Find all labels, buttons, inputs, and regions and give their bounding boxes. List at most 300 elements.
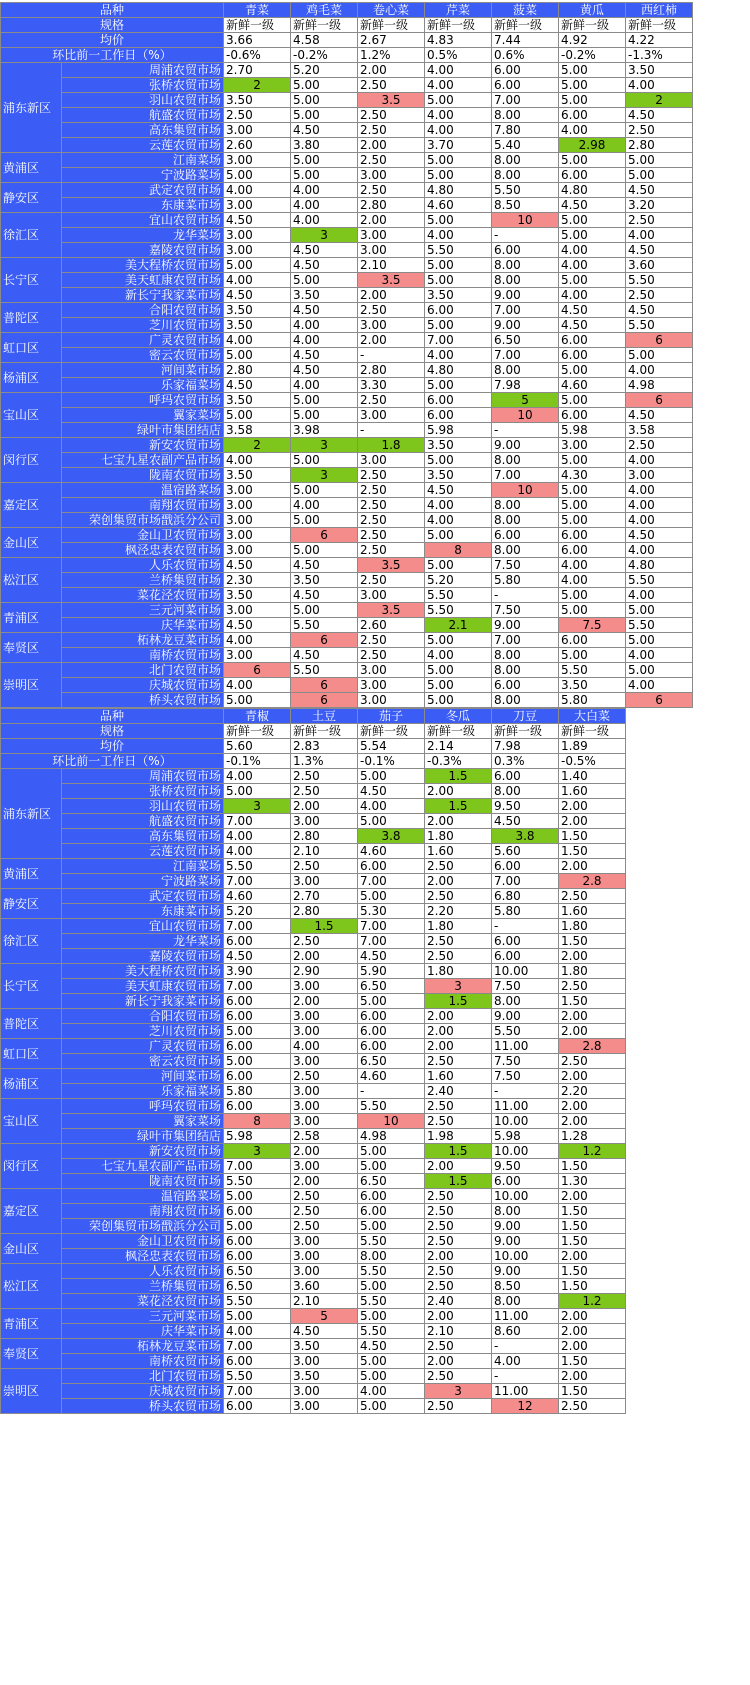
market-name: 庆华菜市场 xyxy=(62,1324,224,1339)
district-name: 杨浦区 xyxy=(1,363,62,393)
price-cell: 5.00 xyxy=(358,1279,425,1294)
district-name: 奉贤区 xyxy=(1,1339,62,1369)
district-name: 徐汇区 xyxy=(1,213,62,258)
market-row xyxy=(1,964,626,979)
district-name: 普陀区 xyxy=(1,1009,62,1039)
price-cell: 4.00 xyxy=(626,588,693,603)
price-cell: 2.50 xyxy=(358,153,425,168)
price-cell: 5.00 xyxy=(291,513,358,528)
price-cell: 5.00 xyxy=(425,633,492,648)
price-cell: 3.00 xyxy=(291,1264,358,1279)
price-cell: 9.00 xyxy=(492,1009,559,1024)
price-cell: 8.00 xyxy=(492,153,559,168)
price-cell: 4.50 xyxy=(626,243,693,258)
price-cell: 3.5 xyxy=(358,273,425,288)
price-cell: 4.00 xyxy=(492,1354,559,1369)
market-row xyxy=(1,138,693,153)
price-cell: 7.50 xyxy=(492,1054,559,1069)
price-cell: 5.00 xyxy=(626,348,693,363)
price-cell: 2.10 xyxy=(425,1324,492,1339)
price-cell: 5.50 xyxy=(425,588,492,603)
price-cell: 1.98 xyxy=(425,1129,492,1144)
price-cell: 5.00 xyxy=(358,769,425,784)
market-row xyxy=(1,1204,626,1219)
spec-row-label: 规格 xyxy=(1,18,224,33)
price-cell: 2.00 xyxy=(425,1249,492,1264)
price-cell: 6.00 xyxy=(559,108,626,123)
price-cell: 5.00 xyxy=(425,318,492,333)
price-cell: 5.50 xyxy=(224,859,291,874)
market-row xyxy=(1,1369,626,1384)
price-cell: 4.00 xyxy=(291,183,358,198)
price-cell: 3.50 xyxy=(425,288,492,303)
price-cell: 3 xyxy=(291,228,358,243)
price-cell: 4.50 xyxy=(291,558,358,573)
market-name: 乐家福菜场 xyxy=(62,1084,224,1099)
price-cell: 2.50 xyxy=(425,1189,492,1204)
price-cell: 2.30 xyxy=(224,573,291,588)
price-cell: 5.00 xyxy=(291,153,358,168)
price-cell: 3.50 xyxy=(559,678,626,693)
price-cell: 3.50 xyxy=(291,288,358,303)
price-cell: 2.00 xyxy=(559,1024,626,1039)
market-name: 龙华菜场 xyxy=(62,934,224,949)
average-price-row-cell: 5.60 xyxy=(224,739,291,754)
price-cell: 4.50 xyxy=(291,1324,358,1339)
price-cell: 4.50 xyxy=(626,303,693,318)
district-name: 宝山区 xyxy=(1,393,62,438)
market-name: 庆华菜市场 xyxy=(62,618,224,633)
price-cell: 2.00 xyxy=(358,138,425,153)
price-cell: 4.98 xyxy=(358,1129,425,1144)
price-cell: 5.00 xyxy=(291,453,358,468)
price-cell: 4.30 xyxy=(559,468,626,483)
district-name: 浦东新区 xyxy=(1,769,62,859)
change-row-cell: 0.5% xyxy=(425,48,492,63)
price-cell: 6.00 xyxy=(492,1174,559,1189)
price-cell: - xyxy=(492,1084,559,1099)
market-row xyxy=(1,1354,626,1369)
price-cell: 5.00 xyxy=(559,78,626,93)
price-cell: 5.98 xyxy=(559,423,626,438)
market-name: 枫泾忠表农贸市场 xyxy=(62,543,224,558)
price-cell: 3.00 xyxy=(291,1114,358,1129)
price-cell: 5.00 xyxy=(425,693,492,708)
change-row-cell: -0.6% xyxy=(224,48,291,63)
market-name: 庆城农贸市场 xyxy=(62,678,224,693)
price-cell: 2.50 xyxy=(358,393,425,408)
price-cell: 5.50 xyxy=(291,618,358,633)
price-cell: 3.8 xyxy=(358,829,425,844)
price-cell: 5.50 xyxy=(224,1294,291,1309)
market-row xyxy=(1,348,693,363)
market-name: 兰桥集贸市场 xyxy=(62,1279,224,1294)
price-cell: 4.00 xyxy=(425,108,492,123)
price-cell: 6.00 xyxy=(559,633,626,648)
price-cell: 1.50 xyxy=(559,1279,626,1294)
district-name: 嘉定区 xyxy=(1,483,62,528)
change-row-cell: -0.5% xyxy=(559,754,626,769)
change-row xyxy=(1,754,626,769)
price-cell: 2.50 xyxy=(291,769,358,784)
product-header-row-cell: 土豆 xyxy=(291,709,358,724)
price-cell: 3 xyxy=(224,799,291,814)
price-cell: 7.00 xyxy=(492,633,559,648)
price-cell: 3.00 xyxy=(358,453,425,468)
price-cell: 3.98 xyxy=(291,423,358,438)
price-cell: 7.00 xyxy=(425,333,492,348)
price-cell: 5 xyxy=(492,393,559,408)
price-cell: 2.50 xyxy=(291,1204,358,1219)
price-cell: 3.00 xyxy=(224,228,291,243)
district-name: 金山区 xyxy=(1,528,62,558)
market-row xyxy=(1,1069,626,1084)
price-cell: 5.50 xyxy=(626,318,693,333)
price-cell: 5.00 xyxy=(224,168,291,183)
price-cell: 6.00 xyxy=(492,678,559,693)
price-cell: 5.00 xyxy=(425,453,492,468)
market-name: 宁波路菜场 xyxy=(62,874,224,889)
price-cell: 3.00 xyxy=(291,979,358,994)
district-name: 青浦区 xyxy=(1,603,62,633)
market-row xyxy=(1,874,626,889)
price-cell: 5.20 xyxy=(291,63,358,78)
price-cell: 4.50 xyxy=(358,949,425,964)
price-cell: 2.50 xyxy=(358,573,425,588)
price-cell: 1.5 xyxy=(425,1144,492,1159)
price-cell: 8.00 xyxy=(492,1294,559,1309)
market-name: 新安农贸市场 xyxy=(62,1144,224,1159)
market-name: 翼家菜场 xyxy=(62,1114,224,1129)
price-cell: 3.00 xyxy=(626,468,693,483)
market-row xyxy=(1,303,693,318)
price-cell: 7.00 xyxy=(224,814,291,829)
market-name: 桥头农贸市场 xyxy=(62,1399,224,1414)
spec-row-cell: 新鲜一级 xyxy=(291,724,358,739)
district-name: 徐汇区 xyxy=(1,919,62,964)
price-cell: 5.50 xyxy=(425,603,492,618)
market-row xyxy=(1,979,626,994)
price-cell: 6.00 xyxy=(425,408,492,423)
price-cell: 4.80 xyxy=(425,363,492,378)
price-cell: 6.00 xyxy=(224,1204,291,1219)
product-header-row-cell: 西红柿 xyxy=(626,3,693,18)
market-row xyxy=(1,168,693,183)
price-cell: 8.00 xyxy=(492,663,559,678)
price-cell: 5.00 xyxy=(425,558,492,573)
spec-row xyxy=(1,724,626,739)
price-cell: 2.70 xyxy=(224,63,291,78)
price-cell: 5.00 xyxy=(358,1399,425,1414)
price-cell: 1.50 xyxy=(559,934,626,949)
price-cell: 2.00 xyxy=(358,213,425,228)
price-cell: 5.00 xyxy=(358,1309,425,1324)
price-cell: 1.50 xyxy=(559,994,626,1009)
product-header-row-cell: 芹菜 xyxy=(425,3,492,18)
price-cell: 6.00 xyxy=(224,1099,291,1114)
market-row xyxy=(1,1099,626,1114)
price-cell: 2.50 xyxy=(358,633,425,648)
market-name: 温宿路菜场 xyxy=(62,1189,224,1204)
market-name: 柘林龙豆菜市场 xyxy=(62,633,224,648)
price-cell: - xyxy=(492,228,559,243)
market-row xyxy=(1,543,693,558)
district-name: 静安区 xyxy=(1,183,62,213)
price-cell: 4.00 xyxy=(626,678,693,693)
district-name: 崇明区 xyxy=(1,1369,62,1414)
price-cell: 2.50 xyxy=(559,1399,626,1414)
price-cell: 1.50 xyxy=(559,1234,626,1249)
market-name: 航盛农贸市场 xyxy=(62,814,224,829)
price-cell: 7.00 xyxy=(224,979,291,994)
price-cell: 1.50 xyxy=(559,1219,626,1234)
market-name: 宁波路菜场 xyxy=(62,168,224,183)
product-header-row-label: 品种 xyxy=(1,709,224,724)
price-cell: 3.58 xyxy=(224,423,291,438)
price-cell: 3.00 xyxy=(291,1084,358,1099)
price-cell: 5.98 xyxy=(492,1129,559,1144)
market-row xyxy=(1,1009,626,1024)
spec-row-cell: 新鲜一级 xyxy=(425,18,492,33)
price-cell: 5.00 xyxy=(559,513,626,528)
market-name: 南翔农贸市场 xyxy=(62,498,224,513)
price-cell: 3.00 xyxy=(224,513,291,528)
price-cell: 3 xyxy=(291,468,358,483)
price-cell: 4.50 xyxy=(559,318,626,333)
market-row xyxy=(1,1399,626,1414)
market-row xyxy=(1,603,693,618)
price-cell: 2.50 xyxy=(358,513,425,528)
market-name: 河间菜市场 xyxy=(62,363,224,378)
price-cell: 5.00 xyxy=(291,108,358,123)
market-name: 武定农贸市场 xyxy=(62,889,224,904)
price-cell: 1.50 xyxy=(559,1354,626,1369)
price-cell: 10.00 xyxy=(492,1114,559,1129)
price-cell: 3.90 xyxy=(224,964,291,979)
price-cell: 2.80 xyxy=(224,363,291,378)
spec-row-cell: 新鲜一级 xyxy=(425,724,492,739)
price-cell: 6.50 xyxy=(358,1174,425,1189)
price-cell: 5.50 xyxy=(492,183,559,198)
price-cell: 2.50 xyxy=(291,1219,358,1234)
price-cell: 2.50 xyxy=(358,123,425,138)
market-row xyxy=(1,213,693,228)
price-cell: 5.00 xyxy=(224,1189,291,1204)
price-cell: 6.50 xyxy=(224,1279,291,1294)
change-row-cell: -0.1% xyxy=(358,754,425,769)
price-cell: 5.00 xyxy=(425,93,492,108)
price-cell: 2.00 xyxy=(559,859,626,874)
market-row xyxy=(1,678,693,693)
price-cell: 4.00 xyxy=(358,799,425,814)
price-cell: 3.00 xyxy=(291,1384,358,1399)
price-cell: 2.00 xyxy=(559,1249,626,1264)
price-cell: 5.00 xyxy=(626,663,693,678)
price-cell: 2.50 xyxy=(425,889,492,904)
price-cell: 6.00 xyxy=(492,243,559,258)
market-row xyxy=(1,934,626,949)
price-cell: 3.50 xyxy=(224,588,291,603)
price-cell: 4.50 xyxy=(559,303,626,318)
price-cell: 5.00 xyxy=(224,1219,291,1234)
price-cell: 6.00 xyxy=(492,934,559,949)
price-cell: 3.00 xyxy=(291,874,358,889)
market-name: 芝川农贸市场 xyxy=(62,318,224,333)
price-cell: 5.00 xyxy=(224,1309,291,1324)
price-cell: - xyxy=(358,423,425,438)
price-cell: 6.00 xyxy=(358,1039,425,1054)
price-cell: 4.00 xyxy=(224,769,291,784)
price-cell: 3.00 xyxy=(291,1054,358,1069)
price-cell: 11.00 xyxy=(492,1039,559,1054)
market-row xyxy=(1,363,693,378)
market-row xyxy=(1,318,693,333)
price-cell: 4.00 xyxy=(291,198,358,213)
price-cell: 2.00 xyxy=(291,994,358,1009)
market-name: 柘林龙豆菜市场 xyxy=(62,1339,224,1354)
price-cell: 2.00 xyxy=(291,1174,358,1189)
price-cell: 2.10 xyxy=(291,844,358,859)
price-cell: 4.50 xyxy=(291,348,358,363)
price-cell: 2.50 xyxy=(425,1054,492,1069)
price-cell: 3.00 xyxy=(224,528,291,543)
price-cell: 5.00 xyxy=(224,1024,291,1039)
market-row xyxy=(1,573,693,588)
price-cell: 2 xyxy=(224,438,291,453)
district-name: 松江区 xyxy=(1,1264,62,1309)
price-cell: 2 xyxy=(626,93,693,108)
price-cell: 4.00 xyxy=(291,1039,358,1054)
market-name: 陇南农贸市场 xyxy=(62,1174,224,1189)
market-row xyxy=(1,528,693,543)
price-cell: 7.5 xyxy=(559,618,626,633)
price-cell: 3.00 xyxy=(224,498,291,513)
price-cell: 9.00 xyxy=(492,1264,559,1279)
price-cell: 2.40 xyxy=(425,1294,492,1309)
market-name: 河间菜市场 xyxy=(62,1069,224,1084)
price-cell: 5.00 xyxy=(358,1159,425,1174)
price-cell: 3.00 xyxy=(358,663,425,678)
price-cell: 5.80 xyxy=(492,904,559,919)
price-cell: 8.00 xyxy=(358,1249,425,1264)
price-cell: 2.50 xyxy=(291,859,358,874)
price-cell: 4.00 xyxy=(425,498,492,513)
price-cell: 2.00 xyxy=(425,1024,492,1039)
average-price-row-cell: 4.58 xyxy=(291,33,358,48)
price-cell: 3.80 xyxy=(291,138,358,153)
market-row xyxy=(1,1174,626,1189)
market-row xyxy=(1,1279,626,1294)
price-cell: 6.00 xyxy=(492,859,559,874)
price-cell: 8.00 xyxy=(492,693,559,708)
spec-row-cell: 新鲜一级 xyxy=(492,724,559,739)
market-row xyxy=(1,1309,626,1324)
price-cell: 6 xyxy=(291,693,358,708)
market-row xyxy=(1,648,693,663)
price-cell: 5.80 xyxy=(492,573,559,588)
spec-row-cell: 新鲜一级 xyxy=(358,724,425,739)
market-name: 广灵农贸市场 xyxy=(62,1039,224,1054)
price-cell: - xyxy=(492,588,559,603)
price-cell: 4.00 xyxy=(291,498,358,513)
price-cell: 2.58 xyxy=(291,1129,358,1144)
price-cell: 5.50 xyxy=(358,1264,425,1279)
price-cell: 8.00 xyxy=(492,363,559,378)
price-cell: 2.00 xyxy=(425,1039,492,1054)
spec-row-cell: 新鲜一级 xyxy=(492,18,559,33)
price-cell: 5.00 xyxy=(425,213,492,228)
price-cell: 2.00 xyxy=(425,1354,492,1369)
district-name: 闵行区 xyxy=(1,1144,62,1189)
average-price-row-cell: 2.67 xyxy=(358,33,425,48)
product-header-row xyxy=(1,709,626,724)
price-cell: 6 xyxy=(291,678,358,693)
product-header-row-cell: 大白菜 xyxy=(559,709,626,724)
district-name: 虹口区 xyxy=(1,1039,62,1069)
average-price-row xyxy=(1,33,693,48)
price-cell: 3.00 xyxy=(291,1354,358,1369)
market-row xyxy=(1,784,626,799)
price-cell: 4.50 xyxy=(291,363,358,378)
product-header-row-cell: 黄瓜 xyxy=(559,3,626,18)
price-cell: 6.50 xyxy=(224,1264,291,1279)
market-name: 美天虹康农贸市场 xyxy=(62,979,224,994)
price-cell: 4.50 xyxy=(358,784,425,799)
price-cell: 3.00 xyxy=(224,603,291,618)
product-header-row-cell: 卷心菜 xyxy=(358,3,425,18)
spec-row-cell: 新鲜一级 xyxy=(358,18,425,33)
market-name: 人乐农贸市场 xyxy=(62,558,224,573)
spec-row-cell: 新鲜一级 xyxy=(626,18,693,33)
average-price-row-cell: 3.66 xyxy=(224,33,291,48)
average-price-row-cell: 7.44 xyxy=(492,33,559,48)
price-cell: 8.50 xyxy=(492,198,559,213)
market-name: 嘉陵农贸市场 xyxy=(62,949,224,964)
price-cell: 4.50 xyxy=(492,814,559,829)
price-cell: 5.20 xyxy=(425,573,492,588)
market-row xyxy=(1,1384,626,1399)
price-cell: 2.50 xyxy=(358,468,425,483)
price-cell: 5.00 xyxy=(224,693,291,708)
price-cell: 2.50 xyxy=(425,1279,492,1294)
market-row xyxy=(1,378,693,393)
market-row xyxy=(1,93,693,108)
price-cell: 2.00 xyxy=(291,949,358,964)
market-name: 兰桥集贸市场 xyxy=(62,573,224,588)
price-cell: 6.00 xyxy=(559,408,626,423)
price-cell: 2.50 xyxy=(425,1369,492,1384)
price-cell: 4.80 xyxy=(559,183,626,198)
change-row-cell: 1.3% xyxy=(291,754,358,769)
price-cell: 5.00 xyxy=(559,363,626,378)
price-cell: 5.50 xyxy=(626,273,693,288)
price-cell: 4.00 xyxy=(425,78,492,93)
price-cell: 5.50 xyxy=(358,1234,425,1249)
price-cell: 2.00 xyxy=(358,288,425,303)
market-name: 三元河菜市场 xyxy=(62,603,224,618)
price-cell: 5.00 xyxy=(425,258,492,273)
price-cell: 1.50 xyxy=(559,1159,626,1174)
product-header-row-cell: 冬瓜 xyxy=(425,709,492,724)
price-cell: 4.50 xyxy=(559,198,626,213)
price-cell: 4.00 xyxy=(291,213,358,228)
change-row-cell: -0.2% xyxy=(559,48,626,63)
price-cell: 9.00 xyxy=(492,288,559,303)
price-cell: 8.00 xyxy=(492,453,559,468)
price-cell: 2.00 xyxy=(291,1144,358,1159)
market-name: 美天虹康农贸市场 xyxy=(62,273,224,288)
price-cell: 4.00 xyxy=(224,1324,291,1339)
